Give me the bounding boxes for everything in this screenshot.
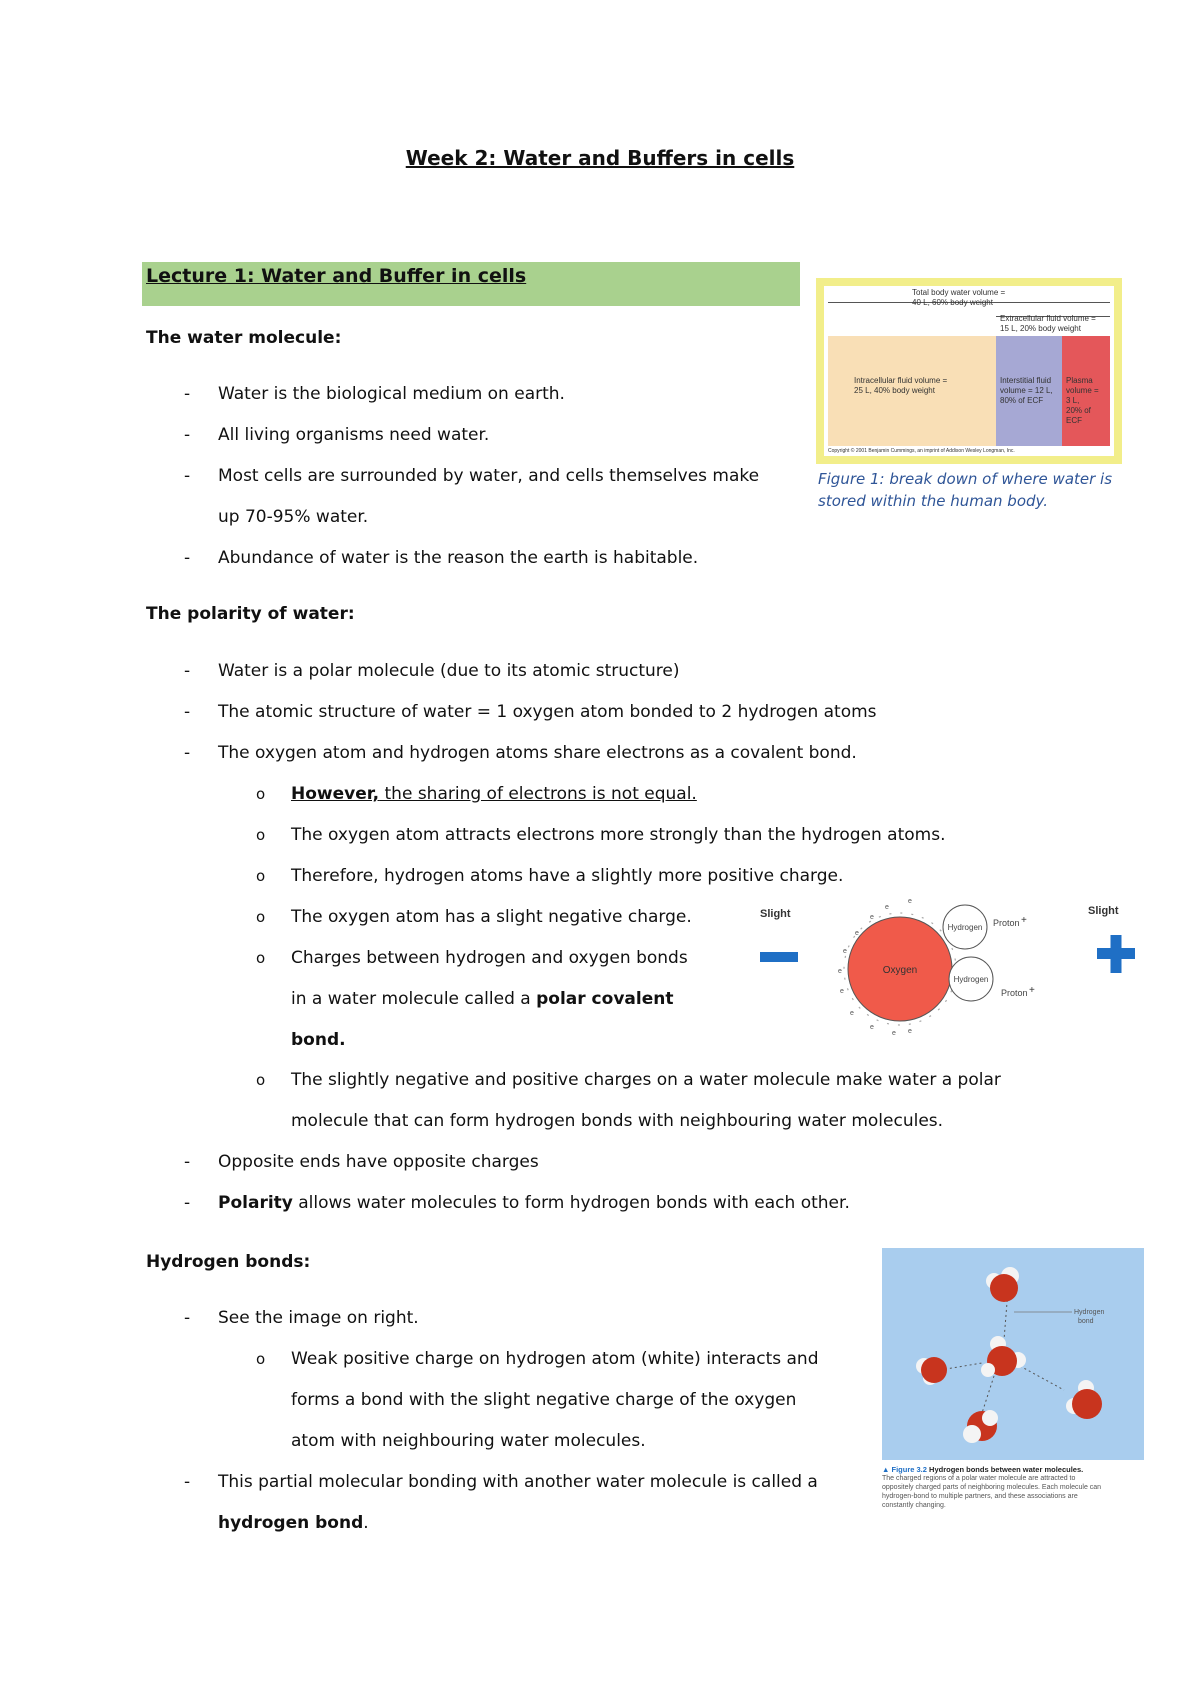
bullet-dash: - <box>184 702 191 722</box>
bullet-text-continued: up 70-95% water. <box>218 507 369 527</box>
svg-text:bond: bond <box>1078 1318 1094 1325</box>
svg-text:Hydrogen: Hydrogen <box>953 975 989 984</box>
svg-text:e: e <box>908 898 912 905</box>
section-heading-polarity: The polarity of water: <box>146 604 355 624</box>
oxygen-atom <box>1072 1389 1102 1419</box>
svg-text:+: + <box>1029 985 1035 996</box>
oxygen-atom <box>921 1357 947 1383</box>
sub-bullet-marker: o <box>256 949 266 967</box>
bullet-text: The atomic structure of water = 1 oxygen atom bonded to 2 hydrogen atoms <box>218 702 877 722</box>
bullet-dash: - <box>184 548 191 568</box>
svg-text:e: e <box>850 1010 854 1017</box>
svg-text:Proton: Proton <box>1001 988 1028 998</box>
sub-bullet-marker: o <box>256 908 266 926</box>
slight-negative-label: Slight <box>760 908 791 920</box>
bullet-dash: - <box>184 661 191 681</box>
svg-text:e: e <box>838 968 842 975</box>
svg-text:e: e <box>843 948 847 955</box>
svg-text:+: + <box>1021 915 1027 926</box>
slight-positive-label: Slight <box>1088 905 1119 917</box>
svg-text:e: e <box>840 988 844 995</box>
sub-bullet-marker: o <box>256 1071 266 1089</box>
bullet-text: All living organisms need water. <box>218 425 490 445</box>
sub-bullet-text-continued: in a water molecule called a polar covalent <box>291 989 674 1009</box>
page-title: Week 2: Water and Buffers in cells <box>405 146 795 170</box>
svg-text:e: e <box>870 1024 874 1031</box>
sub-bullet-marker: o <box>256 785 266 803</box>
figure-hydrogen-bonds <box>882 1248 1144 1460</box>
sub-bullet-text: Therefore, hydrogen atoms have a slightly more positive charge. <box>291 866 844 886</box>
sub-bullet-marker: o <box>256 1350 266 1368</box>
bullet-text: Opposite ends have opposite charges <box>218 1152 539 1172</box>
svg-text:e: e <box>870 914 874 921</box>
bullet-text: This partial molecular bonding with another water molecule is called a <box>218 1472 818 1492</box>
bullet-dash: - <box>184 384 191 404</box>
sub-bullet-text-continued: forms a bond with the slight negative charge of the oxygen <box>291 1390 797 1410</box>
figure-1-caption: Figure 1: break down of where water is stored within the human body. <box>818 470 1113 510</box>
sub-bullet-text: However, the sharing of electrons is not equal. <box>291 784 697 804</box>
bullet-dash: - <box>184 1308 191 1328</box>
figure-3-2-caption: ▲ Figure 3.2 Hydrogen bonds between water molecules. The charged regions of a polar water molecule are attracted to oppositely charged parts of neighboring molecules. Each molecule can hydrogen-bond to multiple partners, and these associations are constantly changing. <box>882 1465 1102 1509</box>
sub-bullet-text-continued: atom with neighbouring water molecules. <box>291 1431 646 1451</box>
svg-text:Proton: Proton <box>993 918 1020 928</box>
lecture-title: Lecture 1: Water and Buffer in cells <box>146 265 527 287</box>
svg-text:Hydrogen: Hydrogen <box>1074 1309 1105 1316</box>
bullet-text: Water is a polar molecule (due to its atomic structure) <box>218 661 680 681</box>
svg-text:Oxygen: Oxygen <box>882 965 918 976</box>
figure-1-body-water: Total body water volume = 40 L, 60% body weight Extracellular fluid volume = 15 L, 20% body weight Intracellular fluid volume = 25 L, 40% body weight Interstitial fluid volume = 12 L, 80% of ECF Plasma volume = 3 L, 20% of ECF Copyright © 2001 Benjamin Cummings, an imprint of Addison Wesley Longman, Inc. <box>816 278 1122 464</box>
sub-bullet-text: Weak positive charge on hydrogen atom (white) interacts and <box>291 1349 819 1369</box>
sub-bullet-text: The oxygen atom has a slight negative charge. <box>291 907 692 927</box>
section-heading-hydrogen-bonds: Hydrogen bonds: <box>146 1252 311 1272</box>
sub-bullet-text: The oxygen atom attracts electrons more strongly than the hydrogen atoms. <box>291 825 946 845</box>
section-heading-water-molecule: The water molecule: <box>146 328 342 348</box>
bullet-text: Abundance of water is the reason the earth is habitable. <box>218 548 699 568</box>
minus-sign-icon <box>760 952 798 962</box>
sub-bullet-text: Charges between hydrogen and oxygen bonds <box>291 948 688 968</box>
svg-text:Hydrogen: Hydrogen <box>947 923 983 932</box>
bullet-dash: - <box>184 1152 191 1172</box>
bullet-text: Most cells are surrounded by water, and cells themselves make <box>218 466 760 486</box>
sub-bullet-marker: o <box>256 867 266 885</box>
sub-bullet-text-continued: molecule that can form hydrogen bonds with neighbouring water molecules. <box>291 1111 944 1131</box>
sub-bullet-marker: o <box>256 826 266 844</box>
bullet-text: See the image on right. <box>218 1308 419 1328</box>
bullet-text: The oxygen atom and hydrogen atoms share electrons as a covalent bond. <box>218 743 857 763</box>
oxygen-atom <box>990 1274 1018 1302</box>
svg-text:e: e <box>885 904 889 911</box>
bullet-dash: - <box>184 743 191 763</box>
bullet-text-continued: hydrogen bond. <box>218 1513 369 1533</box>
svg-text:e: e <box>855 930 859 937</box>
bullet-dash: - <box>184 1193 191 1213</box>
svg-text:e: e <box>892 1030 896 1035</box>
bullet-text: Polarity allows water molecules to form hydrogen bonds with each other. <box>218 1193 850 1213</box>
bullet-text: Water is the biological medium on earth. <box>218 384 565 404</box>
bullet-dash: - <box>184 466 191 486</box>
water-charge-diagram <box>750 895 1140 1035</box>
bullet-dash: - <box>184 425 191 445</box>
svg-text:e: e <box>908 1028 912 1035</box>
sub-bullet-text: The slightly negative and positive charges on a water molecule make water a polar <box>291 1070 1001 1090</box>
sub-bullet-text-continued: bond. <box>291 1030 346 1050</box>
bullet-dash: - <box>184 1472 191 1492</box>
